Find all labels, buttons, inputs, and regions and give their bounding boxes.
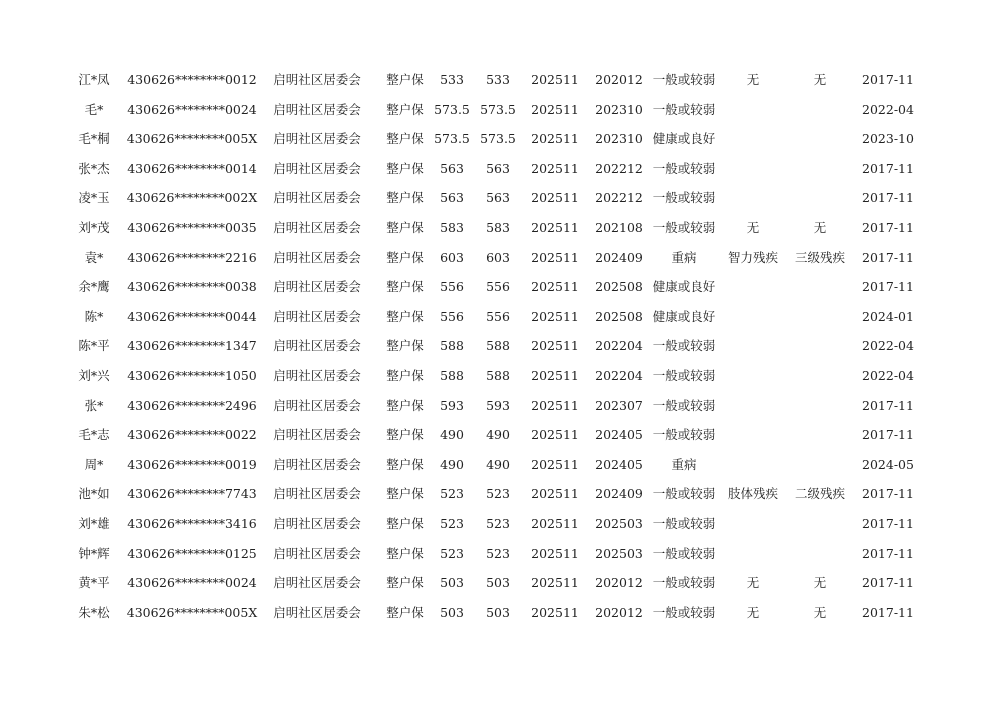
id-number-cell: 430626********3416	[127, 515, 257, 531]
disability-type-cell	[722, 450, 784, 480]
id-number-cell: 430626********0019	[127, 456, 257, 472]
disability-level-cell	[788, 391, 852, 421]
health-status-cell: 一般或较弱	[652, 190, 716, 206]
community-cell: 启明社区居委会	[273, 308, 361, 324]
disability-type-cell	[722, 391, 784, 421]
name-cell: 张*杰	[78, 160, 110, 176]
table-row	[0, 95, 1000, 125]
id-number-cell: 430626********0044	[127, 308, 257, 324]
amount-cell: 563	[440, 190, 464, 206]
table-row	[0, 183, 1000, 213]
disability-level-cell	[788, 154, 852, 184]
name-cell: 池*如	[78, 486, 110, 502]
health-status-cell: 一般或较弱	[652, 397, 716, 413]
disability-type-cell	[722, 420, 784, 450]
amount-cell: 490	[440, 456, 464, 472]
coverage-type-cell: 整户保	[386, 219, 424, 235]
amount-cell: 523	[440, 515, 464, 531]
coverage-type-cell: 整户保	[386, 604, 424, 620]
health-status-cell: 一般或较弱	[652, 367, 716, 383]
start-period-cell: 202012	[595, 604, 643, 620]
table-row	[0, 361, 1000, 391]
current-period-cell: 202511	[531, 190, 579, 206]
name-cell: 毛*桐	[78, 131, 110, 147]
date-cell: 2017-11	[862, 427, 914, 443]
table-row	[0, 479, 1000, 509]
coverage-type-cell: 整户保	[386, 279, 424, 295]
amount-total-cell: 490	[486, 456, 510, 472]
disability-type-cell: 无	[746, 72, 760, 87]
amount-total-cell: 523	[486, 545, 510, 561]
current-period-cell: 202511	[531, 219, 579, 235]
name-cell: 钟*辉	[78, 545, 110, 561]
disability-type-cell	[722, 509, 784, 539]
disability-type-cell	[722, 124, 784, 154]
community-cell: 启明社区居委会	[273, 219, 361, 235]
date-cell: 2017-11	[862, 72, 914, 87]
amount-cell: 523	[440, 486, 464, 502]
disability-level-cell: 无	[813, 575, 827, 591]
current-period-cell: 202511	[531, 486, 579, 502]
amount-total-cell: 503	[486, 604, 510, 620]
health-status-cell: 一般或较弱	[652, 486, 716, 502]
disability-level-cell	[788, 539, 852, 569]
amount-total-cell: 533	[486, 72, 510, 87]
disability-type-cell	[722, 331, 784, 361]
recipient-table	[0, 65, 1000, 627]
coverage-type-cell: 整户保	[386, 486, 424, 502]
id-number-cell: 430626********0022	[127, 427, 257, 443]
amount-cell: 563	[440, 160, 464, 176]
disability-type-cell	[722, 183, 784, 213]
start-period-cell: 202012	[595, 72, 643, 87]
health-status-cell: 重病	[671, 249, 697, 265]
amount-total-cell: 593	[486, 397, 510, 413]
start-period-cell: 202508	[595, 279, 643, 295]
start-period-cell: 202405	[595, 456, 643, 472]
disability-level-cell	[788, 302, 852, 332]
community-cell: 启明社区居委会	[273, 456, 361, 472]
disability-type-cell	[722, 361, 784, 391]
amount-cell: 573.5	[434, 131, 470, 147]
table-row	[0, 65, 1000, 95]
disability-type-cell	[722, 154, 784, 184]
date-cell: 2017-11	[862, 219, 914, 235]
amount-total-cell: 556	[486, 308, 510, 324]
current-period-cell: 202511	[531, 427, 579, 443]
id-number-cell: 430626********0035	[127, 219, 257, 235]
date-cell: 2017-11	[862, 545, 914, 561]
date-cell: 2024-01	[862, 308, 914, 324]
current-period-cell: 202511	[531, 101, 579, 117]
community-cell: 启明社区居委会	[273, 338, 361, 354]
disability-type-cell: 无	[746, 604, 760, 620]
community-cell: 启明社区居委会	[273, 367, 361, 383]
name-cell: 江*凤	[78, 72, 110, 87]
health-status-cell: 健康或良好	[652, 131, 716, 147]
start-period-cell: 202405	[595, 427, 643, 443]
id-number-cell: 430626********005X	[126, 131, 258, 147]
date-cell: 2023-10	[862, 131, 914, 147]
disability-level-cell	[788, 95, 852, 125]
id-number-cell: 430626********2496	[127, 397, 257, 413]
name-cell: 刘*兴	[78, 367, 110, 383]
disability-level-cell: 三级残疾	[794, 249, 845, 265]
current-period-cell: 202511	[531, 279, 579, 295]
disability-level-cell	[788, 450, 852, 480]
start-period-cell: 202409	[595, 249, 643, 265]
amount-cell: 533	[440, 72, 464, 87]
table-row	[0, 450, 1000, 480]
start-period-cell: 202503	[595, 515, 643, 531]
coverage-type-cell: 整户保	[386, 131, 424, 147]
date-cell: 2017-11	[862, 190, 914, 206]
disability-level-cell	[788, 124, 852, 154]
community-cell: 启明社区居委会	[273, 190, 361, 206]
date-cell: 2022-04	[862, 367, 914, 383]
current-period-cell: 202511	[531, 604, 579, 620]
amount-total-cell: 523	[486, 486, 510, 502]
date-cell: 2017-11	[862, 397, 914, 413]
community-cell: 启明社区居委会	[273, 101, 361, 117]
coverage-type-cell: 整户保	[386, 72, 424, 87]
amount-total-cell: 490	[486, 427, 510, 443]
health-status-cell: 一般或较弱	[652, 604, 716, 620]
community-cell: 启明社区居委会	[273, 515, 361, 531]
community-cell: 启明社区居委会	[273, 160, 361, 176]
table-row	[0, 598, 1000, 628]
health-status-cell: 健康或良好	[652, 308, 716, 324]
disability-type-cell: 无	[746, 575, 760, 591]
start-period-cell: 202409	[595, 486, 643, 502]
community-cell: 启明社区居委会	[273, 131, 361, 147]
start-period-cell: 202204	[595, 338, 643, 354]
amount-cell: 588	[440, 338, 464, 354]
disability-type-cell	[722, 95, 784, 125]
current-period-cell: 202511	[531, 160, 579, 176]
name-cell: 余*鹰	[78, 279, 110, 295]
disability-level-cell	[788, 509, 852, 539]
current-period-cell: 202511	[531, 131, 579, 147]
amount-total-cell: 523	[486, 515, 510, 531]
community-cell: 启明社区居委会	[273, 427, 361, 443]
coverage-type-cell: 整户保	[386, 427, 424, 443]
amount-cell: 583	[440, 219, 464, 235]
community-cell: 启明社区居委会	[273, 249, 361, 265]
table-row	[0, 539, 1000, 569]
community-cell: 启明社区居委会	[273, 72, 361, 87]
name-cell: 张*	[84, 397, 104, 413]
coverage-type-cell: 整户保	[386, 515, 424, 531]
current-period-cell: 202511	[531, 397, 579, 413]
date-cell: 2024-05	[862, 456, 914, 472]
name-cell: 刘*雄	[78, 515, 110, 531]
amount-total-cell: 603	[486, 249, 510, 265]
table-row	[0, 272, 1000, 302]
start-period-cell: 202503	[595, 545, 643, 561]
start-period-cell: 202212	[595, 160, 643, 176]
table-row	[0, 124, 1000, 154]
table-row	[0, 243, 1000, 273]
amount-cell: 490	[440, 427, 464, 443]
amount-cell: 593	[440, 397, 464, 413]
community-cell: 启明社区居委会	[273, 575, 361, 591]
coverage-type-cell: 整户保	[386, 575, 424, 591]
disability-level-cell	[788, 183, 852, 213]
coverage-type-cell: 整户保	[386, 101, 424, 117]
start-period-cell: 202108	[595, 219, 643, 235]
disability-type-cell: 无	[746, 219, 760, 235]
health-status-cell: 一般或较弱	[652, 427, 716, 443]
id-number-cell: 430626********7743	[127, 486, 257, 502]
current-period-cell: 202511	[531, 308, 579, 324]
start-period-cell: 202204	[595, 367, 643, 383]
table-row	[0, 509, 1000, 539]
health-status-cell: 重病	[671, 456, 697, 472]
disability-type-cell: 肢体残疾	[727, 486, 778, 502]
coverage-type-cell: 整户保	[386, 397, 424, 413]
date-cell: 2017-11	[862, 279, 914, 295]
current-period-cell: 202511	[531, 367, 579, 383]
current-period-cell: 202511	[531, 72, 579, 87]
community-cell: 启明社区居委会	[273, 545, 361, 561]
amount-cell: 523	[440, 545, 464, 561]
health-status-cell: 一般或较弱	[652, 545, 716, 561]
disability-type-cell: 智力残疾	[727, 249, 778, 265]
coverage-type-cell: 整户保	[386, 545, 424, 561]
current-period-cell: 202511	[531, 515, 579, 531]
name-cell: 袁*	[84, 249, 104, 265]
coverage-type-cell: 整户保	[386, 249, 424, 265]
current-period-cell: 202511	[531, 575, 579, 591]
amount-total-cell: 563	[486, 190, 510, 206]
amount-total-cell: 556	[486, 279, 510, 295]
name-cell: 周*	[84, 456, 104, 472]
health-status-cell: 一般或较弱	[652, 338, 716, 354]
community-cell: 启明社区居委会	[273, 279, 361, 295]
table-row	[0, 302, 1000, 332]
health-status-cell: 一般或较弱	[652, 515, 716, 531]
amount-total-cell: 588	[486, 367, 510, 383]
health-status-cell: 健康或良好	[652, 279, 716, 295]
name-cell: 刘*茂	[78, 219, 110, 235]
id-number-cell: 430626********002X	[126, 190, 258, 206]
name-cell: 陈*	[84, 308, 104, 324]
current-period-cell: 202511	[531, 545, 579, 561]
disability-level-cell: 二级残疾	[794, 486, 845, 502]
id-number-cell: 430626********0024	[127, 575, 257, 591]
id-number-cell: 430626********0125	[127, 545, 257, 561]
name-cell: 黄*平	[78, 575, 110, 591]
id-number-cell: 430626********1050	[127, 367, 257, 383]
table-row	[0, 420, 1000, 450]
amount-total-cell: 563	[486, 160, 510, 176]
health-status-cell: 一般或较弱	[652, 72, 716, 87]
coverage-type-cell: 整户保	[386, 160, 424, 176]
name-cell: 陈*平	[78, 338, 110, 354]
disability-level-cell: 无	[813, 219, 827, 235]
date-cell: 2017-11	[862, 515, 914, 531]
coverage-type-cell: 整户保	[386, 456, 424, 472]
disability-level-cell: 无	[813, 72, 827, 87]
date-cell: 2022-04	[862, 338, 914, 354]
coverage-type-cell: 整户保	[386, 308, 424, 324]
health-status-cell: 一般或较弱	[652, 575, 716, 591]
date-cell: 2017-11	[862, 486, 914, 502]
date-cell: 2017-11	[862, 604, 914, 620]
table-row	[0, 213, 1000, 243]
amount-cell: 588	[440, 367, 464, 383]
amount-cell: 603	[440, 249, 464, 265]
date-cell: 2022-04	[862, 101, 914, 117]
current-period-cell: 202511	[531, 456, 579, 472]
id-number-cell: 430626********1347	[127, 338, 257, 354]
disability-type-cell	[722, 272, 784, 302]
start-period-cell: 202310	[595, 131, 643, 147]
disability-level-cell: 无	[813, 604, 827, 620]
coverage-type-cell: 整户保	[386, 190, 424, 206]
coverage-type-cell: 整户保	[386, 367, 424, 383]
amount-cell: 503	[440, 575, 464, 591]
disability-type-cell	[722, 302, 784, 332]
disability-level-cell	[788, 331, 852, 361]
table-row	[0, 331, 1000, 361]
name-cell: 毛*志	[78, 427, 110, 443]
amount-cell: 556	[440, 308, 464, 324]
date-cell: 2017-11	[862, 160, 914, 176]
community-cell: 启明社区居委会	[273, 604, 361, 620]
name-cell: 朱*松	[78, 604, 110, 620]
amount-cell: 556	[440, 279, 464, 295]
start-period-cell: 202508	[595, 308, 643, 324]
community-cell: 启明社区居委会	[273, 486, 361, 502]
name-cell: 凌*玉	[78, 190, 110, 206]
date-cell: 2017-11	[862, 249, 914, 265]
id-number-cell: 430626********0024	[127, 101, 257, 117]
date-cell: 2017-11	[862, 575, 914, 591]
name-cell: 毛*	[84, 101, 104, 117]
health-status-cell: 一般或较弱	[652, 219, 716, 235]
id-number-cell: 430626********0014	[127, 160, 257, 176]
table-row	[0, 154, 1000, 184]
amount-total-cell: 588	[486, 338, 510, 354]
community-cell: 启明社区居委会	[273, 397, 361, 413]
current-period-cell: 202511	[531, 249, 579, 265]
disability-type-cell	[722, 539, 784, 569]
health-status-cell: 一般或较弱	[652, 160, 716, 176]
amount-total-cell: 503	[486, 575, 510, 591]
table-row	[0, 568, 1000, 598]
disability-level-cell	[788, 361, 852, 391]
start-period-cell: 202012	[595, 575, 643, 591]
health-status-cell: 一般或较弱	[652, 101, 716, 117]
current-period-cell: 202511	[531, 338, 579, 354]
amount-total-cell: 573.5	[480, 101, 516, 117]
id-number-cell: 430626********0012	[127, 72, 257, 87]
disability-level-cell	[788, 420, 852, 450]
id-number-cell: 430626********2216	[127, 249, 257, 265]
start-period-cell: 202307	[595, 397, 643, 413]
start-period-cell: 202310	[595, 101, 643, 117]
table-row	[0, 391, 1000, 421]
coverage-type-cell: 整户保	[386, 338, 424, 354]
amount-cell: 573.5	[434, 101, 470, 117]
amount-total-cell: 583	[486, 219, 510, 235]
disability-level-cell	[788, 272, 852, 302]
amount-cell: 503	[440, 604, 464, 620]
id-number-cell: 430626********005X	[126, 604, 258, 620]
start-period-cell: 202212	[595, 190, 643, 206]
amount-total-cell: 573.5	[480, 131, 516, 147]
id-number-cell: 430626********0038	[127, 279, 257, 295]
